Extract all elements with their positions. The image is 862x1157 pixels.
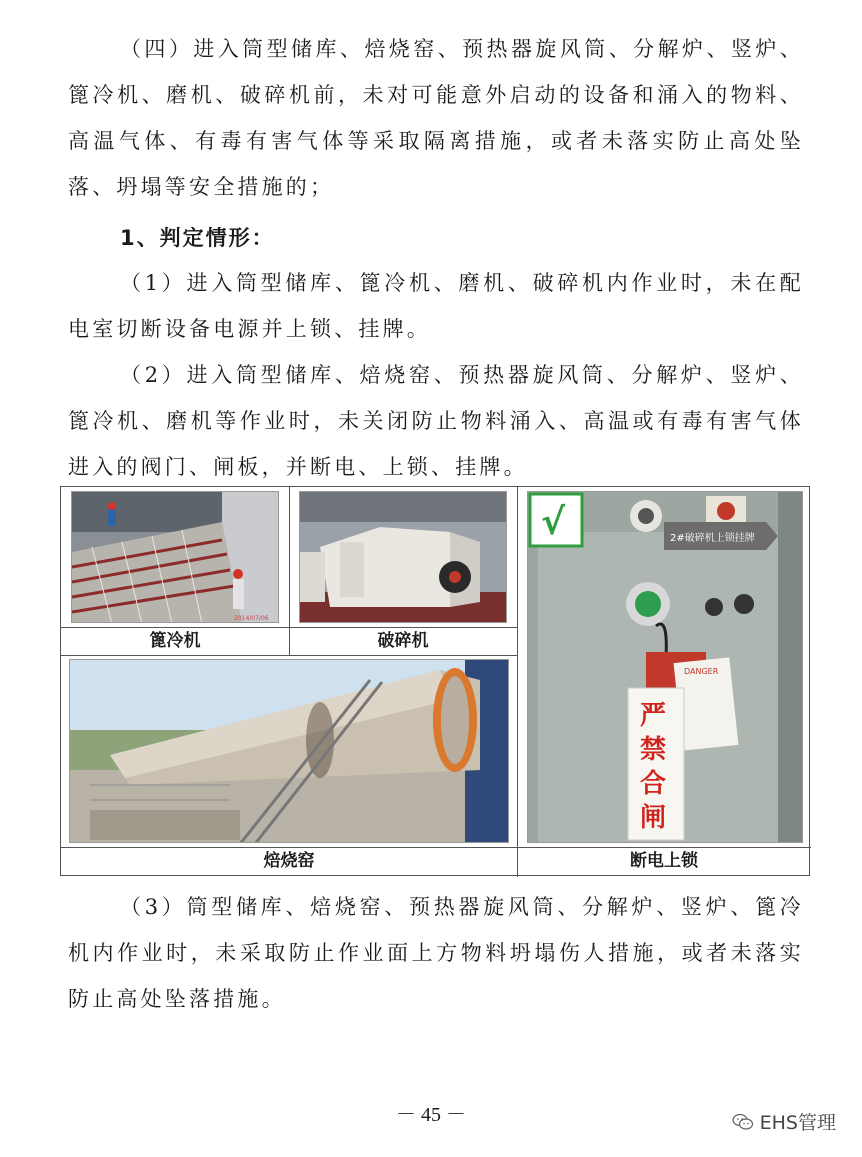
lockout-photo — [527, 491, 803, 843]
table-divider — [517, 487, 518, 877]
section-heading: 1、判定情形： — [120, 226, 275, 250]
sign-char: 严 — [640, 701, 667, 731]
kiln-photo — [69, 659, 509, 843]
paragraph-case-2: （2）进入筒型储库、焙烧窑、预热器旋风筒、分解炉、竖炉、篦冷机、磨机等作业时，未关闭防止物料涌入、高温或有毒有害气体进入的阀门、闸板，并断电、上锁、挂牌。 — [68, 363, 804, 479]
crusher-photo — [299, 491, 507, 623]
caption-cooler: 篦冷机 — [149, 631, 201, 651]
sign-char: 禁 — [640, 735, 667, 765]
watermark-text: EHS管理 — [759, 1112, 836, 1134]
page-number: － 45 － — [396, 1104, 466, 1126]
caption-crusher: 破碎机 — [377, 631, 429, 651]
table-divider — [61, 655, 517, 656]
sign-char: 合 — [640, 769, 667, 799]
paragraph-case-3: （3）筒型储库、焙烧窑、预热器旋风筒、分解炉、竖炉、篦冷机内作业时，未采取防止作业面上方物料坍塌伤人措施，或者未落实防止高处坠落措施。 — [68, 895, 804, 1011]
paragraph-case-1: （1）进入筒型储库、篦冷机、磨机、破碎机内作业时，未在配电室切断设备电源并上锁、挂牌。 — [68, 271, 804, 341]
cooler-photo — [71, 491, 279, 623]
sign-char: 闸 — [640, 803, 667, 833]
caption-kiln: 焙烧窑 — [263, 851, 315, 871]
caption-lockout: 断电上锁 — [630, 851, 698, 871]
photo-date-stamp: 2014/07/06 — [234, 615, 269, 622]
watermark — [732, 1108, 836, 1135]
check-mark-icon: √ — [541, 502, 566, 543]
photo-figure-table — [60, 486, 810, 876]
lock-tag-label: 2#破碎机上锁挂牌 — [670, 533, 755, 544]
wechat-icon — [732, 1113, 754, 1131]
danger-tag-text: DANGER — [684, 667, 719, 676]
paragraph-intro: （四）进入筒型储库、焙烧窑、预热器旋风筒、分解炉、竖炉、篦冷机、磨机、破碎机前，未对可能意外启动的设备和涌入的物料、高温气体、有毒有害气体等采取隔离措施，或者未落实防止高处坠落、坍塌等安全措施的； — [68, 37, 804, 199]
